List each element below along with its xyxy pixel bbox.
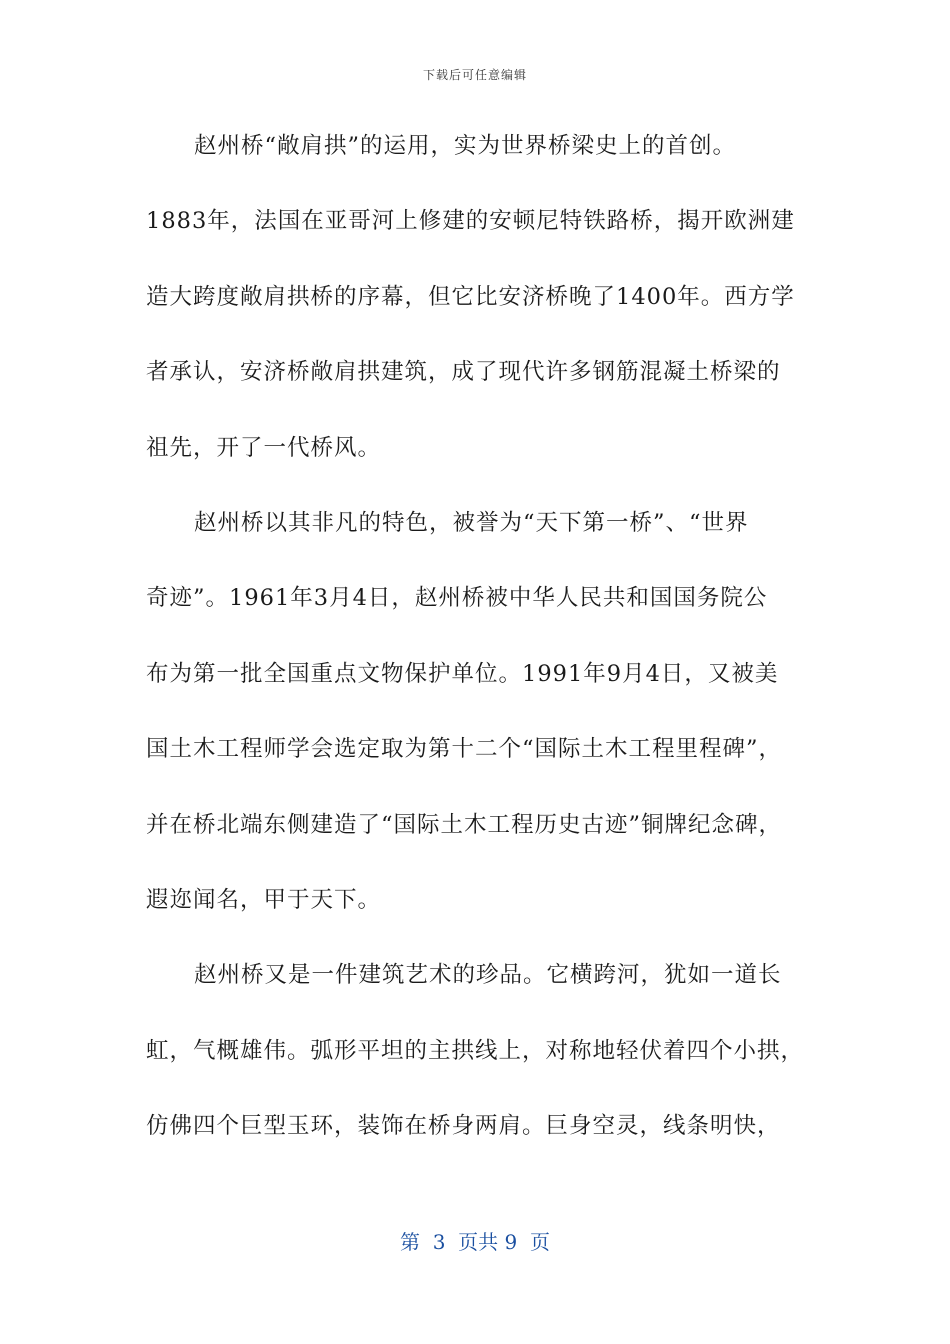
paragraph-line: 赵州桥又是一件建筑艺术的珍品。它横跨河，犹如一道长	[194, 962, 782, 989]
paragraph-line: 遐迩闻名，甲于天下。	[146, 886, 382, 913]
paragraph-line: 造大跨度敞肩拱桥的序幕，但它比安济桥晚了1400年。西方学	[146, 283, 795, 310]
paragraph-line: 1883年，法国在亚哥河上修建的安顿尼特铁路桥，揭开欧洲建	[146, 208, 795, 235]
paragraph-line: 者承认，安济桥敞肩拱建筑，成了现代许多钢筋混凝土桥梁的	[146, 359, 781, 386]
paragraph-line: 虹，气概雄伟。弧形平坦的主拱线上，对称地轻伏着四个小拱，	[146, 1037, 805, 1064]
paragraph-line: 赵州桥“敞肩拱”的运用，实为世界桥梁史上的首创。	[194, 133, 737, 159]
paragraph-line: 奇迹”。1961年3月4日，赵州桥被中华人民共和国国务院公	[146, 585, 768, 612]
paragraph-line: 布为第一批全国重点文物保护单位。1991年9月4日，又被美	[146, 660, 779, 687]
document-body	[146, 124, 806, 1179]
paragraph-line: 并在桥北端东侧建造了“国际土木工程历史古迹”铜牌纪念碑，	[146, 811, 783, 838]
paragraph-line: 赵州桥以其非凡的特色，被誉为“天下第一桥”、“世界	[194, 509, 749, 536]
page-header: 下载后可任意编辑	[422, 68, 527, 82]
paragraph-line: 仿佛四个巨型玉环，装饰在桥身两肩。巨身空灵，线条明快，	[146, 1113, 781, 1140]
page-number-footer: 第 3 页共 9 页	[400, 1230, 550, 1254]
paragraph-line: 国土木工程师学会选定取为第十二个“国际土木工程里程碑”，	[146, 736, 783, 763]
paragraph-line: 祖先，开了一代桥风。	[146, 434, 382, 461]
